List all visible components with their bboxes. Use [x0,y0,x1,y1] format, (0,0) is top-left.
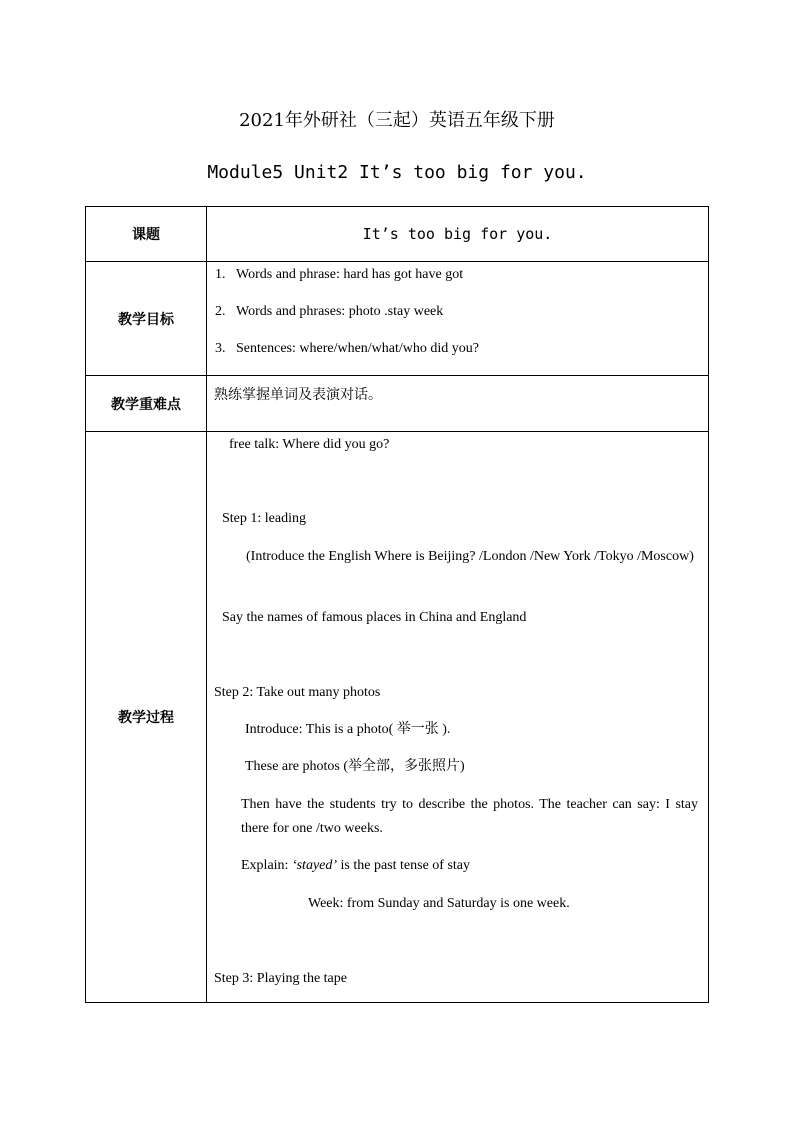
explain-word: ‘stayed’ [291,858,338,873]
free-talk-line: free talk: Where did you go? [229,437,390,452]
step1-heading: Step 1: leading [222,511,306,526]
step1-say: Say the names of famous places in China and England [222,610,527,625]
lesson-plan-table [85,206,709,1003]
topic-value: It’s too big for you. [207,207,709,262]
objective-item [215,263,463,287]
objective-text: Sentences: where/when/what/who did you? [236,341,479,356]
objective-text: Words and phrases: photo .stay week [236,304,444,319]
objective-number: 2. [215,304,226,319]
step2-then: Then have the students try to describe the photos. The teacher can say: I stay there for one /two weeks. [241,797,698,836]
table-row-keypoints [86,376,709,432]
objectives-label: 教学目标 [86,262,207,376]
objective-number: 3. [215,341,226,356]
step3-heading: Step 3: Playing the tape [214,971,347,986]
step2-week: Week: from Sunday and Saturday is one week. [308,896,570,911]
objective-text: Words and phrase: hard has got have got [236,267,464,282]
process-cell [207,432,709,1003]
objective-item [215,300,443,324]
table-row-topic [86,207,709,262]
topic-label: 课题 [86,207,207,262]
table-row-process [86,432,709,1003]
step2-heading: Step 2: Take out many photos [214,685,381,700]
step2-explain [241,854,470,878]
explain-suffix: is the past tense of stay [337,858,471,873]
step2-these: These are photos (举全部，多张照片) [245,759,465,774]
objective-item [215,337,479,361]
keypoints-cell [207,376,709,432]
objectives-cell [207,262,709,376]
step2-introduce: Introduce: This is a photo( 举一张 ). [245,722,451,737]
document-title: 2021年外研社（三起）英语五年级下册 [239,110,555,131]
table-row-objectives [86,262,709,376]
document-subtitle: Module5 Unit2 It’s too big for you. [207,162,587,183]
objective-number: 1. [215,267,226,282]
process-label: 教学过程 [86,432,207,1003]
keypoints-label: 教学重难点 [86,376,207,432]
explain-prefix: Explain: [241,858,292,873]
step1-intro: (Introduce the English Where is Beijing? /London /New York /Tokyo /Moscow) [246,549,694,564]
keypoints-value: 熟练掌握单词及表演对话。 [214,387,382,403]
